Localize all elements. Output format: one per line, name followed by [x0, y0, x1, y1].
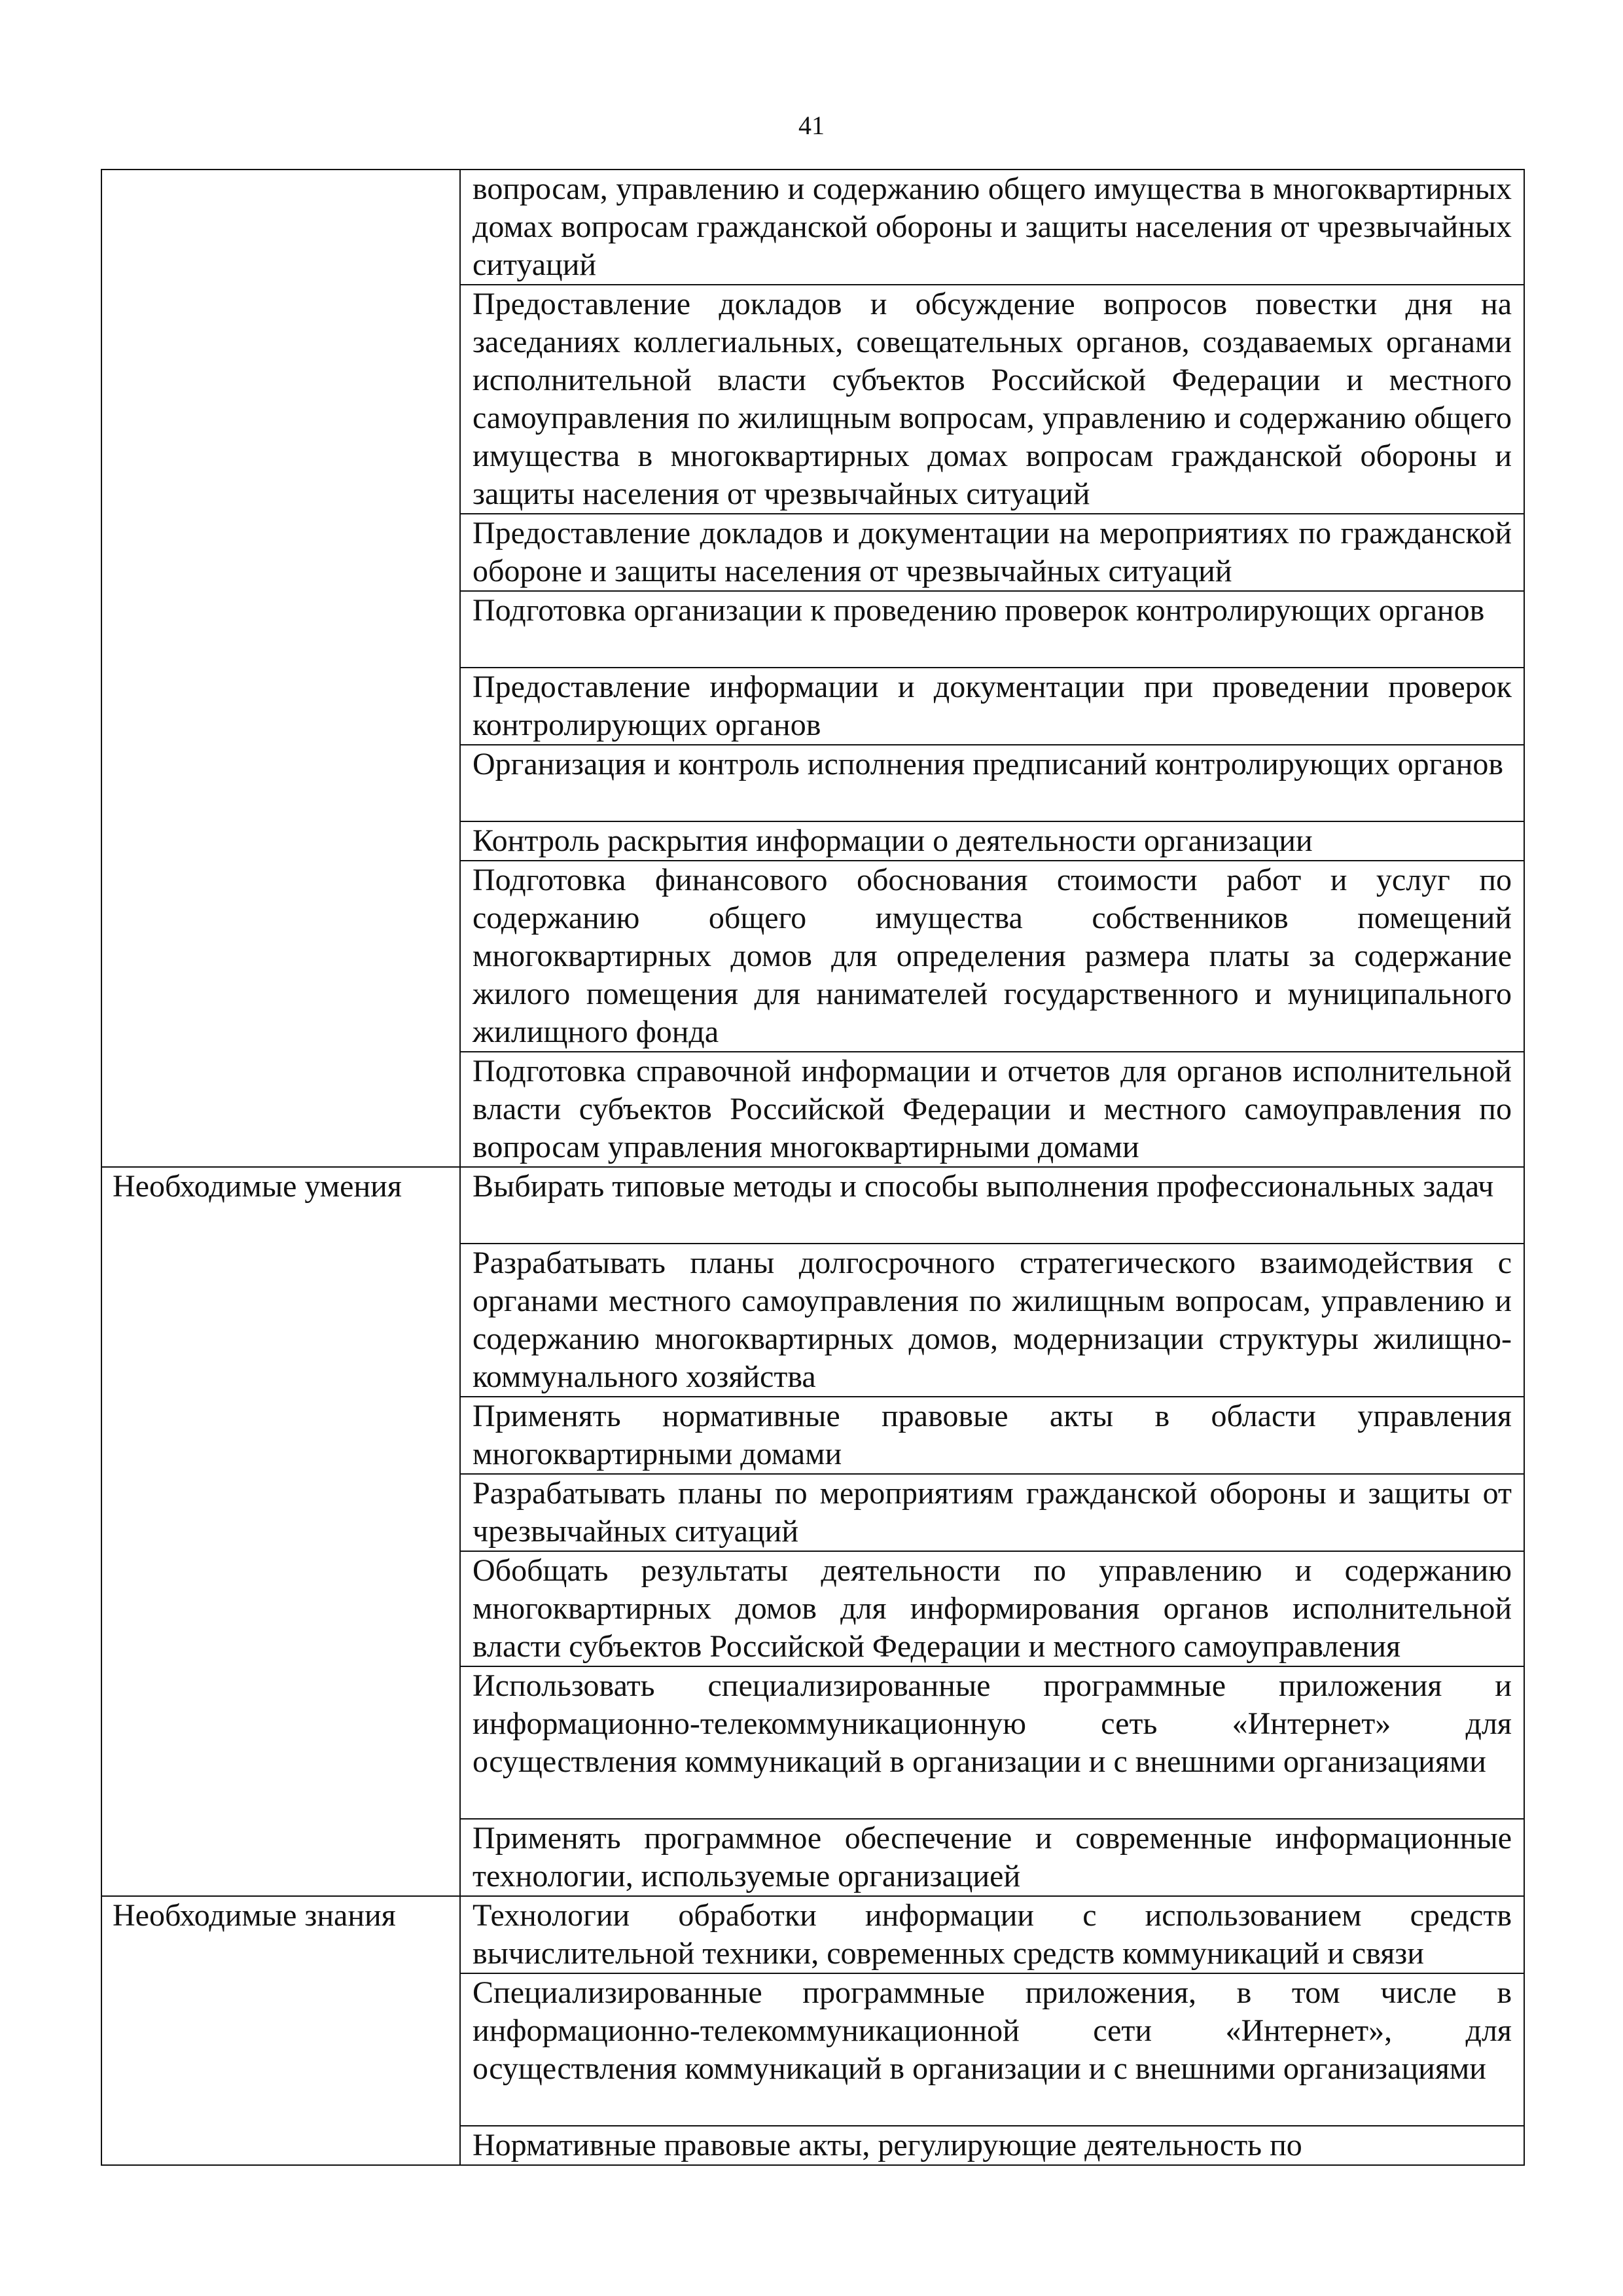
row-label-knowledge: Необходимые знания [101, 1896, 460, 1973]
row-label [101, 591, 460, 668]
row-label [101, 821, 460, 861]
table-row [101, 2126, 1524, 2165]
table-row [101, 1551, 1524, 1666]
row-label [101, 861, 460, 1052]
table-row [101, 745, 1524, 821]
row-text: Нормативные правовые акты, регулирующие деятельность по [460, 2126, 1524, 2165]
table-row [101, 514, 1524, 591]
row-label [101, 2126, 460, 2165]
row-label [101, 1397, 460, 1474]
row-label [101, 1973, 460, 2126]
table-row [101, 821, 1524, 861]
row-text: Специализированные программные приложения, в том числе в информационно-телекоммуникационной сети «Интернет», для осуществления коммуникаций в организации и с внешними организациями [460, 1973, 1524, 2126]
row-text: Обобщать результаты деятельности по управлению и содержанию многоквартирных домов для информирования органов исполнительной власти субъектов Российской Федерации и местного самоуправления [460, 1551, 1524, 1666]
row-text: Подготовка финансового обоснования стоимости работ и услуг по содержанию общего имущества собственников помещений многоквартирных домов для определения размера платы за содержание жилого помещения для нанимателей государственного и муниципального жилищного фонда [460, 861, 1524, 1052]
row-label [101, 1474, 460, 1551]
table-row [101, 591, 1524, 668]
row-label [101, 1052, 460, 1167]
table-row [101, 1666, 1524, 1819]
table-row [101, 1819, 1524, 1896]
row-label [101, 745, 460, 821]
table-row [101, 1167, 1524, 1244]
row-text: Контроль раскрытия информации о деятельности организации [460, 821, 1524, 861]
table-row [101, 1052, 1524, 1167]
competency-table [101, 169, 1525, 2166]
row-text: Технологии обработки информации с использованием средств вычислительной техники, современных средств коммуникаций и связи [460, 1896, 1524, 1973]
table-row [101, 668, 1524, 745]
row-text: Применять нормативные правовые акты в области управления многоквартирными домами [460, 1397, 1524, 1474]
row-text: Применять программное обеспечение и современные информационные технологии, используемые организацией [460, 1819, 1524, 1896]
table-row [101, 1474, 1524, 1551]
row-label [101, 668, 460, 745]
row-label [101, 285, 460, 514]
row-text: Организация и контроль исполнения предписаний контролирующих органов [460, 745, 1524, 821]
row-text: Предоставление докладов и обсуждение вопросов повестки дня на заседаниях коллегиальных, совещательных органов, создаваемых органами исполнительной власти субъектов Российской Федерации и местного самоуправления по жилищным вопросам, управлению и содержанию общего имущества в многоквартирных домах вопросам гражданской обороны и защиты населения от чрезвычайных ситуаций [460, 285, 1524, 514]
row-text: Выбирать типовые методы и способы выполнения профессиональных задач [460, 1167, 1524, 1244]
row-text: Использовать специализированные программные приложения и информационно-телекоммуникационную сеть «Интернет» для осуществления коммуникаций в организации и с внешними организациями [460, 1666, 1524, 1819]
row-text: Разрабатывать планы долгосрочного стратегического взаимодействия с органами местного самоуправления по жилищным вопросам, управлению и содержанию многоквартирных домов, модернизации структуры жилищно-коммунального хозяйства [460, 1244, 1524, 1397]
table-row [101, 285, 1524, 514]
row-label [101, 1819, 460, 1896]
table-row [101, 1244, 1524, 1397]
row-label [101, 1551, 460, 1666]
row-label [101, 170, 460, 285]
row-text: вопросам, управлению и содержанию общего имущества в многоквартирных домах вопросам гражданской обороны и защиты населения от чрезвычайных ситуаций [460, 170, 1524, 285]
table-row [101, 1397, 1524, 1474]
row-label [101, 514, 460, 591]
table-row [101, 170, 1524, 285]
row-label [101, 1666, 460, 1819]
row-label [101, 1244, 460, 1397]
table-row [101, 1896, 1524, 1973]
row-text: Предоставление информации и документации при проведении проверок контролирующих органов [460, 668, 1524, 745]
table-row [101, 1973, 1524, 2126]
page-number: 41 [798, 111, 825, 140]
row-text: Разрабатывать планы по мероприятиям гражданской обороны и защиты от чрезвычайных ситуаций [460, 1474, 1524, 1551]
row-label-skills: Необходимые умения [101, 1167, 460, 1244]
table-row [101, 861, 1524, 1052]
row-text: Подготовка организации к проведению проверок контролирующих органов [460, 591, 1524, 668]
row-text: Предоставление докладов и документации на мероприятиях по гражданской обороне и защиты населения от чрезвычайных ситуаций [460, 514, 1524, 591]
row-text: Подготовка справочной информации и отчетов для органов исполнительной власти субъектов Российской Федерации и местного самоуправления по вопросам управления многоквартирными домами [460, 1052, 1524, 1167]
